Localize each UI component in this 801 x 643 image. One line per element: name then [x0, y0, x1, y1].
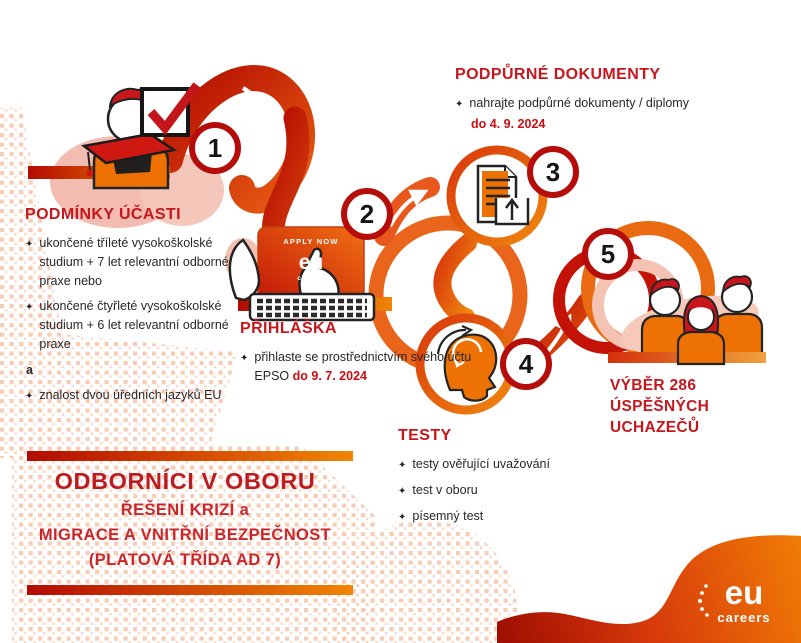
step3-section: [455, 66, 735, 134]
step3-title: PODPŮRNÉ DOKUMENTY: [455, 66, 661, 83]
step1-bullet2: ✦ ukončené čtyřleté vysokoškolské studium + 6 let relevantní odborné praxe: [25, 297, 235, 353]
step5-title: VÝBĚR 286 ÚSPĚŠNÝCH UCHAZEČŮ: [610, 377, 710, 436]
footer-bar-top: [27, 451, 353, 461]
laptop-apply-now-label: APPLY NOW: [283, 237, 339, 246]
step-4-badge: 4: [500, 338, 552, 390]
footer-line1: ODBORNÍCI V OBORU: [54, 468, 316, 494]
footer-line2: ŘEŠENÍ KRIZÍ a: [120, 501, 250, 519]
step4-section: [398, 427, 618, 532]
step-1-badge: 1: [189, 122, 241, 174]
footer-title-block: [10, 468, 360, 570]
step2-section: [240, 320, 478, 393]
bullet-icon: ✦: [25, 302, 34, 314]
bullet-icon: ✦: [398, 460, 407, 471]
step4-bullet3: ✦ písemný test: [398, 507, 618, 526]
bullet-icon: ✦: [25, 391, 34, 403]
ribbon-step3-to-4: [442, 243, 468, 317]
step2-bullet1: ✦ přihlaste se prostřednictvím svého účtu EPSO do 9. 7. 2024: [240, 348, 478, 386]
step2-title: PŘIHLÁŠKA: [240, 320, 337, 337]
step4-bullet2: ✦ test v oboru: [398, 481, 618, 500]
laptop-eu-logo: eu: [298, 251, 324, 274]
step-5-badge: 5: [582, 228, 634, 280]
eu-careers-logo: [700, 576, 788, 625]
bullet-icon: ✦: [398, 485, 407, 497]
step4-bullet1: ✦ testy ověřující uvažování: [398, 455, 618, 474]
step1-bullet3: ✦ znalost dvou úředních jazyků EU: [25, 386, 235, 405]
step1-section: [25, 206, 235, 412]
step2-deadline: do 9. 7. 2024: [292, 368, 367, 383]
brand-eu-text: eu: [724, 574, 764, 611]
bullet-icon: ✦: [240, 353, 249, 364]
bullet-icon: ✦: [398, 511, 407, 523]
step-2-badge: 2: [341, 188, 393, 240]
footer-bar-bottom: [27, 585, 353, 595]
footer-line3: MIGRACE A VNITŘNÍ BEZPEČNOST: [38, 526, 332, 544]
bullet-icon: ✦: [25, 239, 34, 250]
step3-deadline: do 4. 9. 2024: [471, 116, 546, 131]
footer-line4: (PLATOVÁ TŘÍDA AD 7): [88, 551, 282, 569]
brand-careers-text: careers: [717, 610, 771, 625]
laptop-careers-logo: careers: [297, 275, 325, 282]
step3-bullet1: ✦ nahrajte podpůrné dokumenty / diplomy: [455, 94, 735, 113]
step4-title: TESTY: [398, 427, 452, 444]
step-3-badge: 3: [527, 146, 579, 198]
step1-title: PODMÍNKY ÚČASTI: [25, 206, 181, 223]
step1-bullet1: ✦ ukončené tříleté vysokoškolské studium + 7 let relevantní odborné praxe nebo: [25, 234, 235, 290]
bullet-icon: ✦: [455, 99, 464, 110]
step1-connector: a: [26, 362, 33, 377]
checkbox-icon: [142, 85, 197, 135]
